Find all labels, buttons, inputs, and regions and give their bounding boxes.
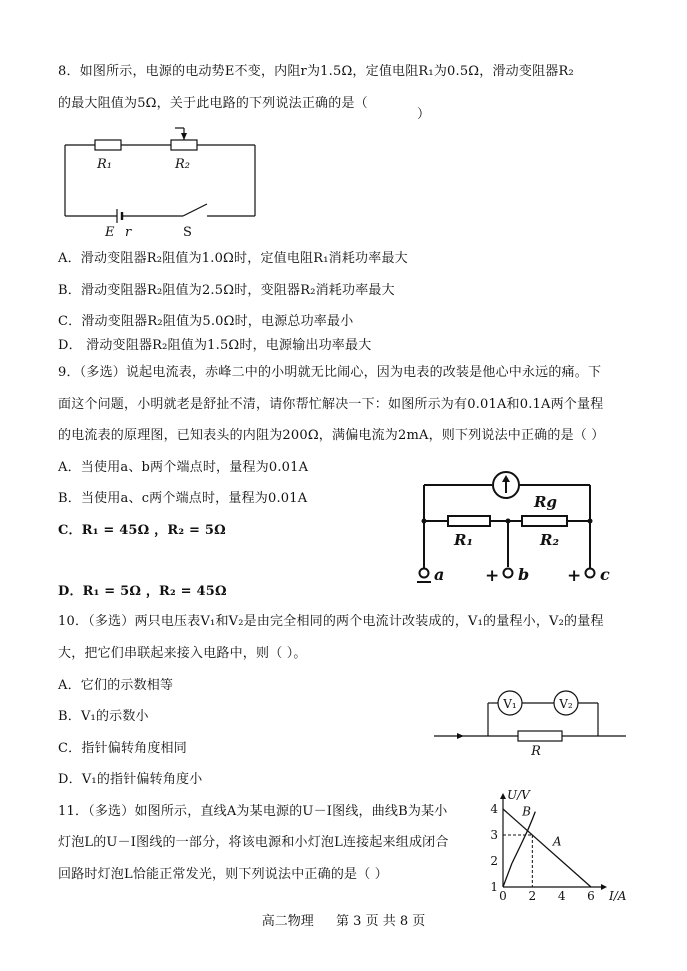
q8-stem-line2: 的最大阻值为5Ω，关于此电路的下列说法正确的是（	[58, 96, 368, 111]
q10-option-c: C．指针偏转角度相同	[58, 741, 187, 756]
q8-label-s: S	[183, 225, 192, 240]
q9-ammeter-figure	[410, 465, 620, 590]
q9-stem-line1: 9．（多选）说起电流表，赤峰二中的小明就无比闹心，因为电表的改装是他心中永远的痛。下	[58, 365, 602, 380]
q11-stem-line3: 回路时灯泡L恰能正常发光，则下列说法中正确的是（ ）	[58, 867, 388, 882]
q8-option-b: B．滑动变阻器R₂阻值为2.5Ω时，变阻器R₂消耗功率最大	[58, 283, 395, 298]
series-label-B: B	[522, 804, 531, 819]
q10-option-a: A．它们的示数相等	[58, 678, 174, 693]
q10-label-v2: V₂	[559, 697, 573, 711]
q9-label-r1: R₁	[454, 531, 474, 549]
x-tick-label: 0	[499, 889, 507, 903]
q9-stem-line3: 的电流表的原理图，已知表头的内阻为200Ω，满偏电流为2mA，则下列说法中正确的是（ ）	[58, 428, 605, 443]
x-tick-label: 4	[557, 889, 566, 903]
q9-terminal-c: c	[600, 565, 610, 584]
q8-stem-paren: ）	[417, 107, 431, 122]
y-axis-label: U/V	[507, 788, 530, 802]
q8-label-r2: R₂	[175, 157, 190, 172]
q9-terminal-a: a	[434, 565, 445, 584]
q10-stem-line2: 大，把它们串联起来接入电路中，则（ ）。	[58, 646, 307, 661]
q8-option-c: C．滑动变阻器R₂阻值为5.0Ω时，电源总功率最小	[58, 314, 354, 329]
y-tick-label: 4	[490, 802, 498, 816]
q8-option-a: A．滑动变阻器R₂阻值为1.0Ω时，定值电阻R₁消耗功率最大	[58, 251, 408, 266]
q8-option-d: D． 滑动变阻器R₂阻值为1.5Ω时，电源输出功率最大	[58, 338, 372, 353]
q10-stem-line1: 10．（多选）两只电压表V₁和V₂是由完全相同的两个电流计改装成的，V₁的量程小，V₂的量程	[58, 614, 604, 629]
q10-label-r: R	[531, 744, 541, 759]
q10-voltmeter-figure	[430, 688, 630, 758]
q8-label-r1: R₁	[97, 157, 112, 172]
x-axis-arrow	[601, 884, 607, 890]
q11-stem-line2: 灯泡L的U－I图线的一部分，将该电源和小灯泡L连接起来组成闭合	[58, 835, 449, 850]
footer-page-number: 第 3 页 共 8 页	[336, 914, 426, 929]
q10-option-b: B．V₁的示数小	[58, 709, 149, 724]
q8-label-e: E	[105, 225, 115, 240]
x-tick-label: 6	[587, 889, 595, 903]
q10-option-d: D．V₁的指针偏转角度小	[58, 772, 203, 787]
q11-ui-graph	[485, 788, 627, 905]
q9-stem-line2: 面这个问题，小明就老是舒扯不清，请你帮忙解决一下：如图所示为有0.01A和0.1A两个量程	[58, 397, 604, 412]
y-tick-label: 2	[490, 854, 498, 868]
y-tick-label: 1	[490, 880, 498, 894]
series-line-A	[503, 809, 591, 887]
page-footer	[0, 910, 687, 929]
q8-stem-line1: 8．如图所示，电源的电动势E不变，内阻r为1.5Ω，定值电阻R₁为0.5Ω，滑动变阻器R₂	[58, 64, 574, 79]
q9-terminal-b: b	[518, 565, 530, 584]
y-tick-label: 3	[490, 828, 498, 842]
q10-label-v1: V₁	[503, 697, 517, 711]
q9-plus-c: +	[567, 566, 582, 586]
x-axis-label: I/A	[609, 889, 627, 903]
x-tick-label: 2	[528, 889, 537, 903]
q8-circuit-figure	[55, 120, 265, 240]
series-label-A: A	[552, 834, 562, 849]
q9-label-rg: Rg	[534, 493, 557, 511]
q9-plus-b: +	[485, 566, 500, 586]
q9-option-c: C．R₁ = 45Ω ，R₂ = 5Ω	[58, 523, 226, 538]
q9-label-r2: R₂	[540, 531, 560, 549]
q11-stem-line1: 11．（多选）如图所示，直线A为某电源的U－I图线，曲线B为某小	[58, 804, 448, 819]
q9-option-a: A．当使用a、b两个端点时，量程为0.01A	[58, 460, 309, 475]
q9-option-d: D．R₁ = 5Ω ，R₂ = 45Ω	[58, 584, 227, 599]
y-axis-arrow	[500, 793, 506, 799]
footer-subject: 高二物理	[261, 914, 314, 929]
q9-option-b: B．当使用a、c两个端点时，量程为0.01A	[58, 491, 308, 506]
q8-label-r: r	[125, 225, 132, 240]
